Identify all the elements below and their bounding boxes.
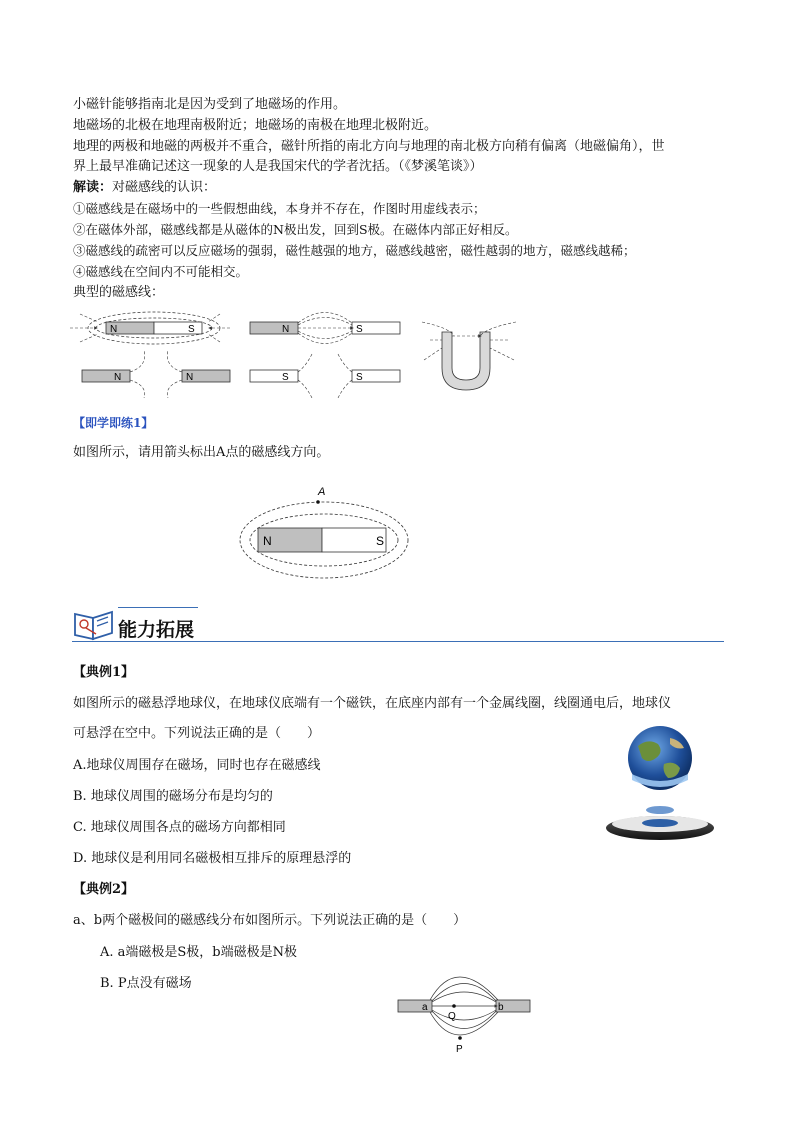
example1-option-a: A.地球仪周围存在磁场，同时也存在磁感线 xyxy=(73,758,321,773)
intro-line-3: 地理的两极和地磁的两极并不重合，磁针所指的南北方向与地理的南北极方向稍有偏离（地磁偏角），世 xyxy=(73,139,665,154)
m1-n: N xyxy=(110,324,118,335)
reading-heading xyxy=(73,179,216,197)
bar-magnet-ns-1 xyxy=(70,312,230,344)
m2-n: N xyxy=(282,324,290,335)
example1-stem-1: 如图所示的磁悬浮地球仪，在地球仪底端有一个磁铁，在底座内部有一个金属线圈，线圈通电后，地球仪 xyxy=(73,696,672,711)
reading-point-3: ③磁感线的疏密可以反应磁场的强弱，磁性越强的地方，磁感线越密，磁性越弱的地方，磁感线越稀； xyxy=(73,243,636,258)
example1-option-b: B. 地球仪周围的磁场分布是均匀的 xyxy=(73,789,273,804)
practice-title: 【即学即练1】 xyxy=(73,416,154,430)
intro-line-4: 界上最早准确记述这一现象的人是我国宋代的学者沈括。（《梦溪笔谈》） xyxy=(73,159,483,174)
example2-option-b: B. P点没有磁场 xyxy=(100,976,192,991)
section-title-overline xyxy=(118,607,198,608)
point-p-label: P xyxy=(456,1044,463,1055)
practice-s-label: S xyxy=(376,534,385,548)
bar-magnet-pair-ss xyxy=(250,354,400,398)
example1-option-d: D. 地球仪是利用同名磁极相互排斥的原理悬浮的 xyxy=(73,851,352,866)
example1-option-c: C. 地球仪周围各点的磁场方向都相同 xyxy=(73,820,286,835)
m4-s1: S xyxy=(282,372,289,383)
m3-n1: N xyxy=(114,372,122,383)
bar-magnet-pair-ns xyxy=(250,313,400,344)
reading-title: 对磁感线的认识： xyxy=(112,180,217,195)
example1-title: 【典例1】 xyxy=(73,665,135,680)
section-title: 能力拓展 xyxy=(118,619,195,641)
point-a-label: A xyxy=(318,486,326,498)
levitating-globe-image xyxy=(604,724,716,844)
reading-point-2: ②在磁体外部，磁感线都是从磁体的N极出发，回到S极。在磁体内部正好相反。 xyxy=(73,222,518,237)
m1-s: S xyxy=(188,324,195,335)
m4-s2: S xyxy=(356,372,363,383)
practice-question: 如图所示，请用箭头标出A点的磁感线方向。 xyxy=(73,445,330,460)
intro-line-2: 地磁场的北极在地理南极附近；地磁场的南极在地理北极附近。 xyxy=(73,118,438,133)
point-q-label: Q xyxy=(448,1011,456,1022)
ab-poles-field-figure xyxy=(396,964,532,1058)
typical-field-lines-figure xyxy=(70,306,530,398)
m3-n2: N xyxy=(186,372,194,383)
bar-magnet-pair-nn xyxy=(82,350,230,398)
reading-point-4: ④磁感线在空间内不可能相交。 xyxy=(73,264,249,279)
point-a-dot xyxy=(316,500,320,504)
example2-stem: a、b两个磁极间的磁感线分布如图所示。下列说法正确的是（ ） xyxy=(73,913,467,928)
pole-a-label: a xyxy=(422,1002,428,1013)
reading-label: 解读： xyxy=(73,180,113,195)
book-icon xyxy=(72,606,116,642)
example1-stem-2: 可悬浮在空中。下列说法正确的是（ ） xyxy=(73,726,321,741)
section-rule xyxy=(72,641,724,642)
typical-lines-label: 典型的磁感线： xyxy=(73,285,165,300)
practice-n-label: N xyxy=(263,534,272,548)
intro-line-1: 小磁针能够指南北是因为受到了地磁场的作用。 xyxy=(73,97,347,112)
practice-bar-magnet-figure xyxy=(236,484,412,580)
reading-point-1: ①磁感线是在磁场中的一些假想曲线，本身并不存在，作图时用虚线表示； xyxy=(73,201,486,216)
m2-s: S xyxy=(356,324,363,335)
example2-option-a: A. a端磁极是S极，b端磁极是N极 xyxy=(100,945,298,960)
pole-b-label: b xyxy=(498,1002,504,1013)
horseshoe-magnet xyxy=(422,322,516,390)
example2-title: 【典例2】 xyxy=(73,882,135,897)
